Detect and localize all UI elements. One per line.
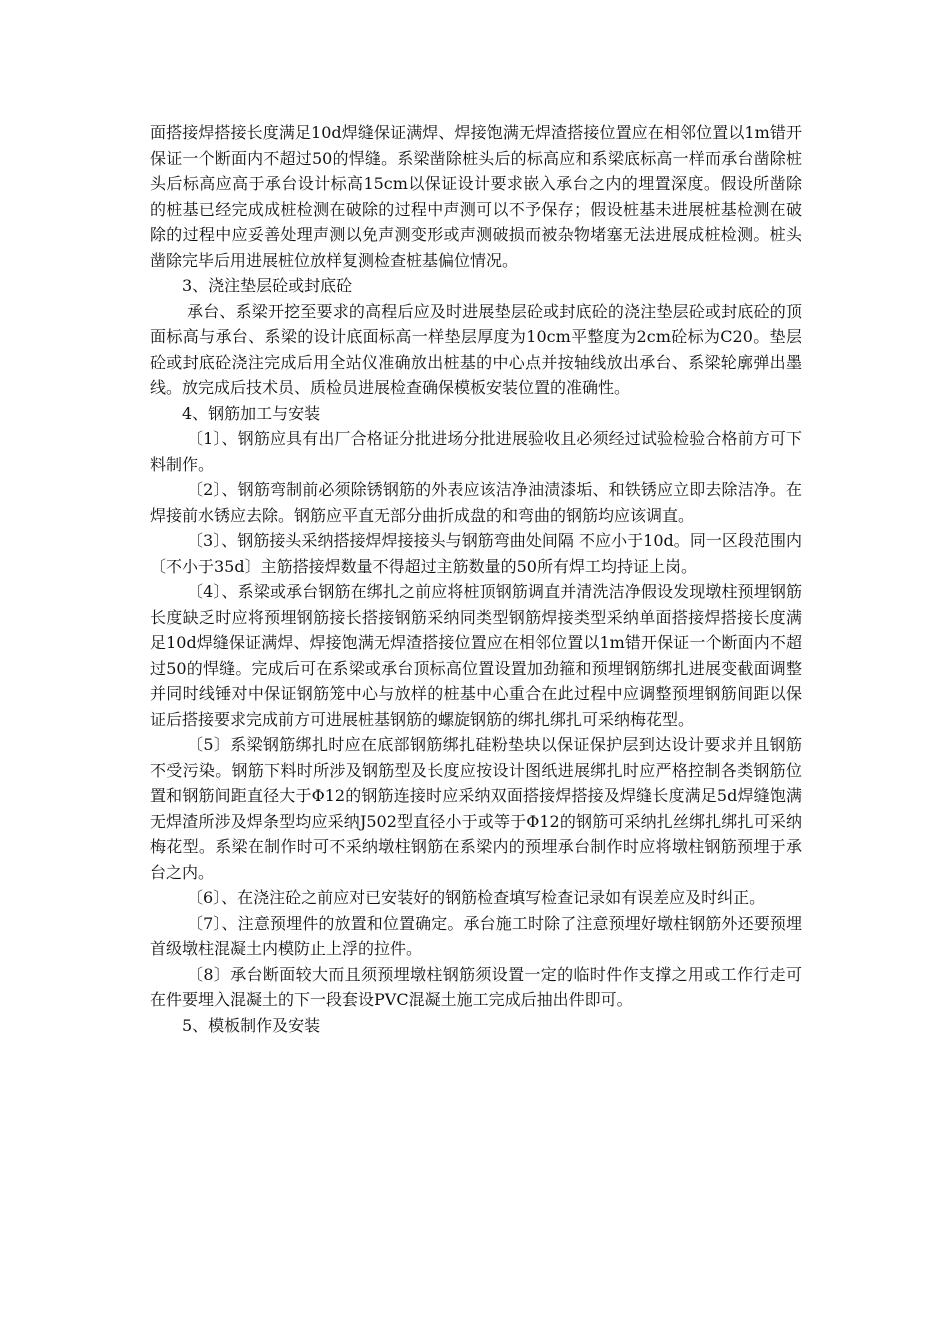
paragraph-item-8: 〔8〕承台断面较大而且须预埋墩柱钢筋须设置一定的临时件作支撑之用或工作行走可在件要埋入混凝土的下一段套设PVC混凝土施工完成后抽出件即可。: [150, 964, 802, 1009]
paragraph-item-3: 〔3〕、钢筋接头采纳搭接焊焊接接头与钢筋弯曲处间隔 不应小于10d。同一区段范围内〔不小于35d〕主筋搭接焊数量不得超过主筋数量的50所有焊工均持证上岗。: [150, 531, 802, 576]
paragraph-item-4: 〔4〕、系梁或承台钢筋在绑扎之前应将桩顶钢筋调直并清洗洁净假设发现墩柱预埋钢筋长度缺乏时应将预埋钢筋接长搭接钢筋采纳同类型钢筋焊接类型采纳单面搭接焊搭接长度满足10d焊缝保证满焊、焊接饱满无焊渣搭接位置应在相邻位置以1m错开保证一个断面内不超过50的悍缝。完成后可在系梁或承台顶标高位置设置加劲箍和预埋钢筋绑扎进展变截面调整并同时线锤对中保证钢筋笼中心与放样的桩基中心重合在此过程中应调整预埋钢筋间距以保证后搭接要求完成前方可进展桩基钢筋的螺旋钢筋的绑扎绑扎可采纳梅花型。: [150, 582, 802, 729]
paragraph-bedding-concrete: 承台、系梁开挖至要求的高程后应及时进展垫层砼或封底砼的浇注垫层砼或封底砼的顶面标高与承台、系梁的设计底面标高一样垫层厚度为10cm平整度为2cm砼标为C20。垫层砼或封底砼浇注完成后用全站仪准确放出桩基的中心点并按轴线放出承台、系梁轮廓弹出墨线。放完成后技术员、质检员进展检查确保模板安装位置的准确性。: [150, 301, 802, 397]
section-heading-3: 3、浇注垫层砼或封底砼: [182, 276, 353, 295]
paragraph-item-7: 〔7〕、注意预埋件的放置和位置确定。承台施工时除了注意预埋好墩柱钢筋外还要预埋首级墩柱混凝土内模防止上浮的拉件。: [150, 913, 802, 958]
section-heading-4: 4、钢筋加工与安装: [182, 403, 321, 423]
paragraph-item-6: 〔6〕、在浇注砼之前应对已安装好的钢筋检查填写检查记录如有误差应及时纠正。: [187, 888, 766, 907]
paragraph-continuation: 面搭接焊搭接长度满足10d焊缝保证满焊、焊接饱满无焊渣搭接位置应在相邻位置以1m错开保证一个断面内不超过50的悍缝。系梁凿除桩头后的标高应和系梁底标高一样而承台凿除桩头后标高应高于承台设计标高15cm以保证设计要求嵌入承台之内的埋置深度。假设所凿除的桩基已经完成成桩检测在破除的过程中声测可以不予保存；假设桩基未进展桩基检测在破除的过程中应妥善处理声测以免声测变形或声测破损而被杂物堵塞无法进展成桩检测。桩头凿除完毕后用进展桩位放样复测检查桩基偏位情况。: [150, 123, 802, 270]
paragraph-item-5: 〔5〕系梁钢筋绑扎时应在底部钢筋绑扎硅粉垫块以保证保护层到达设计要求并且钢筋不受污染。钢筋下料时所涉及钢筋型及长度应按设计图纸进展绑扎时应严格控制各类钢筋位置和钢筋间距直径大于Φ12的钢筋连接时应采纳双面搭接焊搭接及焊缝长度满足5d焊缝饱满无焊渣所涉及焊条型均应采纳J502型直径小于或等于Φ12的钢筋可采纳扎丝绑扎绑扎可采纳梅花型。系梁在制作时可不采纳墩柱钢筋在系梁内的预埋承台制作时应将墩柱钢筋预埋于承台之内。: [150, 735, 802, 882]
document-body: [150, 120, 802, 1038]
paragraph-item-1: 〔1〕、钢筋应具有出厂合格证分批进场分批进展验收且必须经过试验检验合格前方可下料制作。: [150, 429, 802, 474]
paragraph-item-2: 〔2〕、钢筋弯制前必须除锈钢筋的外表应该洁净油渍漆垢、和铁锈应立即去除洁净。在焊接前水锈应去除。钢筋应平直无部分曲折成盘的和弯曲的钢筋均应该调直。: [150, 480, 802, 525]
section-heading-5: 5、模板制作及安装: [182, 1015, 321, 1035]
